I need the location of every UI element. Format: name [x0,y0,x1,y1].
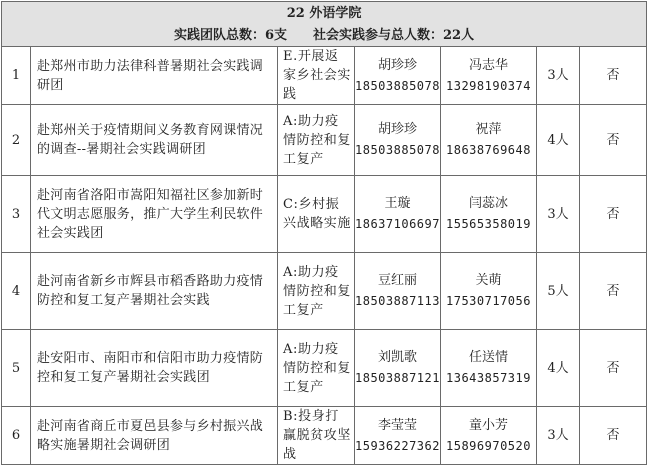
member-count: 4人 [537,330,580,407]
contact-phone: 15896970520 [446,438,531,453]
leader-phone: 18637106697 [355,217,440,231]
contact-phone: 13298190374 [446,78,531,93]
practice-theme: C:乡村振兴战略实施 [278,176,355,253]
contact-name: 闫蕊冰 [468,196,508,211]
team-table-sheet [1,1,646,465]
leader-cell [355,407,441,465]
contact-cell [441,253,537,330]
practice-theme: A:助力疫情防控和复工复产 [278,253,355,330]
key-team-flag: 否 [580,407,647,465]
leader-phone: 18503887113 [355,294,440,308]
leader-name: 胡珍珍 [377,122,417,137]
row-number: 5 [2,330,31,407]
leader-phone: 18503887121 [355,371,440,385]
contact-cell [441,105,537,176]
row-number: 2 [2,105,31,176]
key-team-flag: 否 [580,47,647,105]
member-count: 3人 [537,176,580,253]
practice-theme: E.开展返家乡社会实践 [278,47,355,105]
leader-name: 王璇 [384,196,411,211]
member-count: 5人 [537,253,580,330]
practice-team-table [1,1,647,465]
team-name: 赴安阳市、南阳市和信阳市助力疫情防控和复工复产暑期社会实践团 [31,330,278,407]
team-total-text: 实践团队总数：6支 [173,27,287,43]
team-name: 赴郑州市助力法律科普暑期社会实践调研团 [31,47,278,105]
contact-phone: 13643857319 [446,371,531,385]
row-number: 4 [2,253,31,330]
table-row [2,47,647,105]
participant-total-text: 社会实践参与总人数：22人 [313,27,475,43]
contact-cell [441,176,537,253]
team-name: 赴河南省新乡市辉县市稻香路助力疫情防控和复工复产暑期社会实践 [31,253,278,330]
table-row [2,407,647,465]
practice-theme: B:投身打赢脱贫攻坚战 [278,407,355,465]
row-number: 1 [2,47,31,105]
row-number: 3 [2,176,31,253]
leader-cell [355,330,441,407]
table-row [2,330,647,407]
leader-cell [355,176,441,253]
college-title: 22 外语学院 [2,2,647,25]
contact-phone: 15565358019 [446,217,531,231]
contact-cell [441,47,537,105]
key-team-flag: 否 [580,176,647,253]
team-name: 赴郑州关于疫情期间义务教育网课情况的调查--暑期社会实践调研团 [31,105,278,176]
contact-name: 任送情 [468,350,508,365]
table-row [2,253,647,330]
leader-cell [355,105,441,176]
contact-name: 童小芳 [468,417,508,433]
leader-name: 豆红丽 [377,273,417,288]
contact-name: 祝萍 [475,122,502,137]
contact-name: 冯志华 [468,57,508,73]
leader-cell [355,47,441,105]
contact-phone: 17530717056 [446,294,531,308]
practice-theme: A:助力疫情防控和复工复产 [278,105,355,176]
table-row [2,105,647,176]
contact-name: 关萌 [475,273,502,288]
summary-line [2,24,647,47]
team-name: 赴河南省洛阳市嵩阳知福社区参加新时代文明志愿服务，推广大学生利民软件社会实践团 [31,176,278,253]
key-team-flag: 否 [580,330,647,407]
practice-theme: A:助力疫情防控和复工复产 [278,330,355,407]
contact-phone: 18638769648 [446,143,531,157]
contact-cell [441,407,537,465]
key-team-flag: 否 [580,253,647,330]
member-count: 4人 [537,105,580,176]
leader-name: 刘凯歌 [377,350,417,365]
leader-phone: 18503885078 [355,78,440,93]
contact-cell [441,330,537,407]
team-name: 赴河南省商丘市夏邑县参与乡村振兴战略实施暑期社会调研团 [31,407,278,465]
leader-cell [355,253,441,330]
leader-name: 胡珍珍 [377,57,417,73]
leader-phone: 15936227362 [355,438,440,453]
key-team-flag: 否 [580,105,647,176]
row-number: 6 [2,407,31,465]
leader-name: 李莹莹 [377,417,417,433]
member-count: 3人 [537,47,580,105]
table-row [2,176,647,253]
member-count: 3人 [537,407,580,465]
leader-phone: 18503885078 [355,143,440,157]
